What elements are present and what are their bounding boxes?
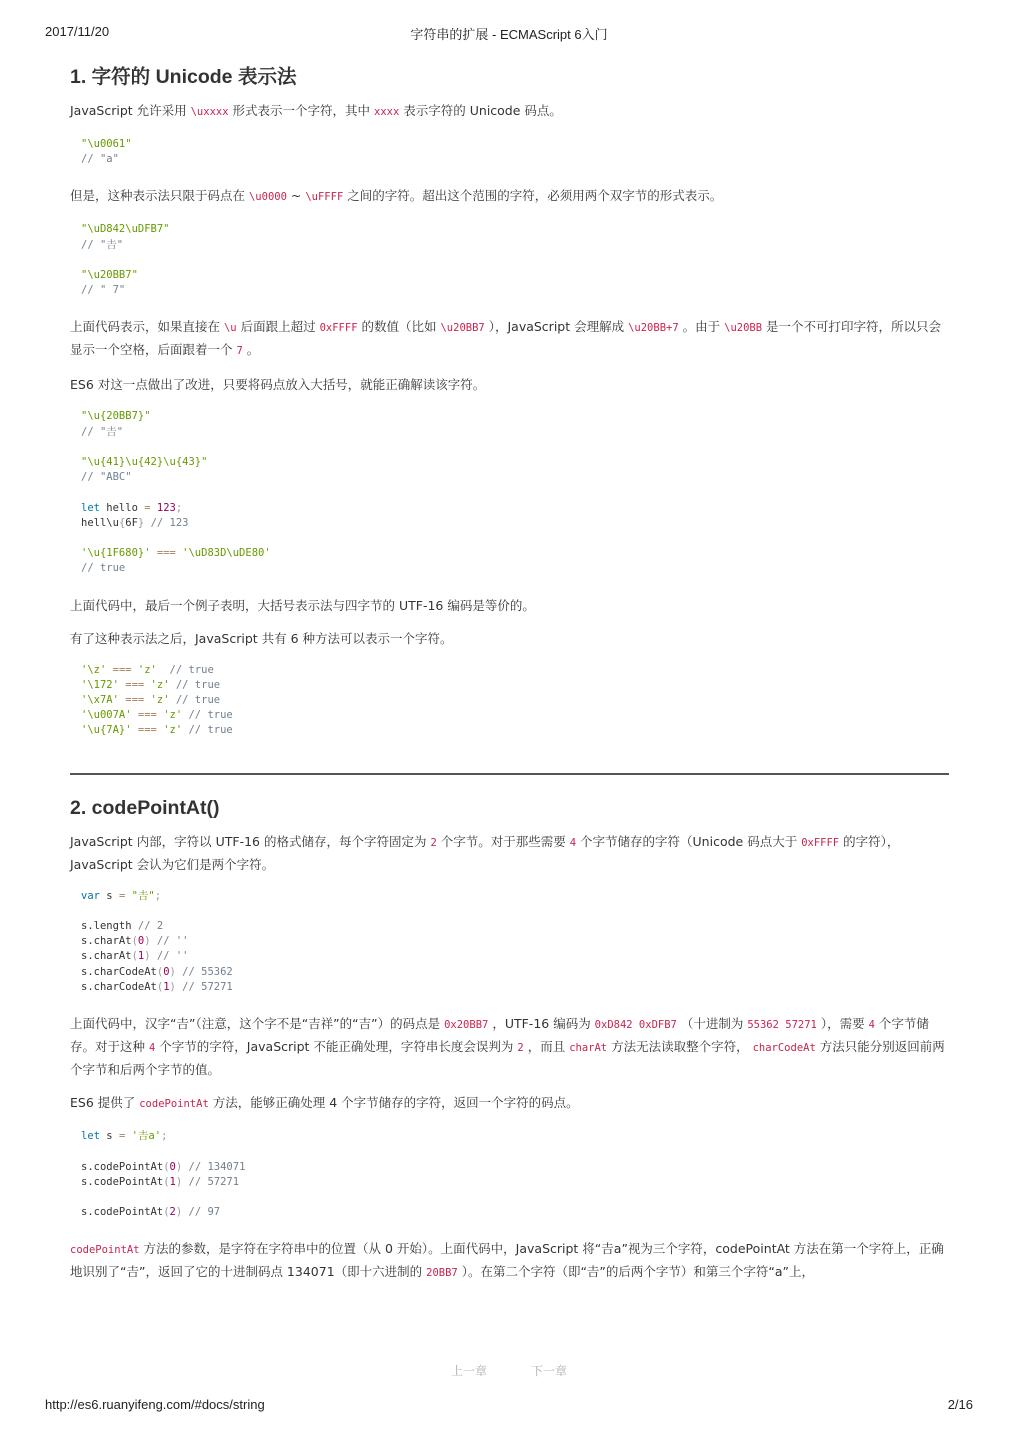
inline-code: 7 (236, 345, 243, 358)
inline-code: \u20BB (724, 322, 763, 335)
inline-code: 0xFFFF (801, 836, 840, 849)
code-identifier: s.charAt (81, 935, 132, 948)
code-string: "\u{41}\u{42}\u{43}" (81, 456, 208, 469)
code-punctuation: { (118, 516, 126, 529)
text: 个字节储存的字符（Unicode 码点大于 (576, 833, 802, 849)
inline-code: 0xD842 0xDFB7 (594, 1019, 677, 1032)
code-string: '\z' (81, 663, 107, 676)
text: 是一个不可打印字符，所以只会显示一个空格，后面跟着一个 (70, 319, 942, 358)
page-number: 2/16 (947, 1397, 973, 1412)
paragraph (70, 316, 949, 362)
prev-chapter-link[interactable]: 上一章 (451, 1364, 488, 1378)
inline-code: 20BB7 (426, 1267, 458, 1280)
code-number: 1 (163, 980, 170, 993)
text: 表示字符的 Unicode 码点。 (399, 103, 562, 118)
inline-code: \uxxxx (190, 106, 229, 118)
paragraph: ES6 对这一点做出了改进，只要将码点放入大括号，就能正确解读该字符。 (70, 377, 486, 393)
inline-code: xxxx (374, 106, 400, 118)
code-operator: === (118, 678, 151, 691)
inline-code: 0xFFFF (319, 322, 358, 335)
code-operator: === (131, 709, 164, 722)
code-string: '\x7A' (81, 694, 119, 707)
code-string: '\u007A' (81, 709, 132, 722)
text: 方法的参数，是字符在字符串中的位置（从 0 开始）。上面代码中，JavaScript 将“𠮷a”视为三个字符，codePointAt 方法在第一个字符上，正确地识别了“𠮷”，返回了它的十进制码点 134071（即十六进制的 (70, 1241, 944, 1280)
code-identifier: s.length (81, 920, 132, 933)
text: JavaScript 允许采用 (70, 103, 191, 118)
text: ），需要 (816, 1016, 869, 1032)
code-number: 2 (169, 1206, 176, 1219)
code-punctuation: ; (161, 1130, 168, 1143)
code-string: "𠮷" (125, 889, 155, 902)
code-identifier: s.charCodeAt (81, 965, 157, 978)
paragraph: 有了这种表示法之后，JavaScript 共有 6 种方法可以表示一个字符。 (70, 630, 453, 646)
next-chapter-link[interactable]: 下一章 (531, 1364, 568, 1378)
code-operator: === (118, 694, 151, 707)
code-keyword: let (81, 1130, 100, 1143)
code-identifier: s.charAt (81, 950, 132, 963)
code-identifier: s.charCodeAt (81, 980, 157, 993)
code-operator: === (131, 724, 164, 737)
code-comment: // "𠮷" (81, 238, 124, 251)
text: 形式表示一个字符，其中 (228, 103, 374, 118)
text: ES6 提供了 (70, 1095, 140, 1111)
code-operator: = (144, 501, 151, 514)
inline-code: 0x20BB7 (444, 1019, 489, 1032)
code-string: '𠮷a' (125, 1130, 162, 1143)
text: 的数值（比如 (357, 319, 441, 335)
inline-code: \u (223, 322, 237, 335)
text: 但是，这种表示法只限于码点在 (70, 188, 249, 204)
code-string: '\u{1F680}' (81, 547, 151, 560)
code-keyword: var (81, 889, 100, 902)
text: 。由于 (678, 319, 725, 335)
code-identifier: hell\u (81, 516, 119, 529)
code-comment: // true (182, 724, 233, 737)
code-keyword: let (81, 501, 100, 514)
code-comment: // 57271 (175, 980, 233, 993)
code-identifier: hello (99, 501, 145, 514)
paragraph (70, 1013, 949, 1080)
code-comment: // true (182, 709, 233, 722)
inline-code: 2 (517, 1042, 524, 1055)
text: 后面跟上超过 (236, 319, 320, 335)
code-block (70, 663, 949, 739)
code-operator: = (118, 1130, 126, 1143)
code-operator: === (106, 663, 138, 676)
inline-code: codePointAt (70, 1244, 140, 1257)
print-header (0, 24, 1018, 42)
code-operator: = (118, 889, 126, 902)
code-block (70, 137, 949, 167)
paragraph: 上面代码中，最后一个例子表明，大括号表示法与四字节的 UTF-16 编码是等价的。 (70, 597, 535, 613)
paragraph (70, 1238, 949, 1284)
paragraph (70, 1092, 949, 1115)
inline-code: \uFFFF (305, 191, 344, 204)
code-string: "\u0061" (81, 138, 132, 150)
paragraph (70, 185, 949, 208)
section-heading-codepointat: 2. codePointAt() (70, 796, 220, 819)
code-punctuation: } (137, 516, 145, 529)
code-number: 1 (169, 1175, 176, 1188)
inline-code: \u0000 (248, 191, 287, 204)
code-string: 'z' (163, 709, 183, 722)
code-string: "\u20BB7" (81, 269, 138, 282)
inline-code: \u20BB7 (440, 322, 485, 335)
section-heading-unicode: 1. 字符的 Unicode 表示法 (70, 66, 297, 88)
text: 的字符），JavaScript 会认为它们是两个字符。 (70, 833, 900, 872)
chapter-nav (0, 1362, 1018, 1378)
code-comment: // '' (150, 950, 189, 963)
code-punctuation: ; (175, 501, 183, 514)
paragraph (70, 831, 949, 875)
paragraph (70, 100, 949, 123)
code-operator: === (150, 547, 183, 560)
text: 个字节。对于那些需要 (436, 833, 570, 849)
inline-code: codePointAt (139, 1098, 209, 1111)
text: ，UTF-16 编码为 (488, 1016, 595, 1032)
text: 个字节的字符，JavaScript 不能正确处理，字符串长度会误判为 (155, 1039, 518, 1055)
code-comment: // 134071 (182, 1160, 246, 1173)
code-block: var s = "𠮷"; s.length // 2 s.charAt(0) // '' s.charAt(1) // '' s.charCodeAt(0) // 55362 s.charCodeAt(1) // 57271 (81, 889, 233, 993)
text: 之间的字符。超出这个范围的字符，必须用两个双字节的形式表示。 (343, 188, 723, 204)
text: 个字节储存。对于这种 (70, 1016, 929, 1055)
code-comment: // 57271 (182, 1175, 240, 1188)
text: ）。在第二个字符（即“𠮷”的后两个字节）和第三个字符“a”上， (457, 1264, 815, 1280)
code-string: "\u{20BB7}" (81, 410, 151, 423)
print-url: http://es6.ruanyifeng.com/#docs/string (45, 1397, 265, 1412)
code-number: 0 (163, 965, 170, 978)
code-string: '\172' (81, 678, 119, 691)
code-block (70, 409, 949, 576)
code-number: 1 (137, 950, 145, 963)
code-string: 'z' (163, 724, 183, 737)
code-comment: // true (156, 663, 214, 676)
print-title: 字符串的扩展 - ECMAScript 6入门 (410, 27, 608, 42)
print-date: 2017/11/20 (45, 24, 110, 39)
inline-code: 2 (430, 836, 437, 849)
text: ，而且 (523, 1039, 570, 1055)
code-identifier: s.codePointAt (81, 1175, 164, 1188)
code-identifier: s (99, 1130, 119, 1143)
code-identifier: 6F (125, 516, 138, 529)
code-number: 123 (150, 501, 176, 514)
code-identifier: s (99, 889, 119, 902)
code-comment: // 123 (144, 516, 189, 529)
code-identifier: s.codePointAt (81, 1206, 164, 1219)
inline-code: 4 (148, 1042, 156, 1055)
code-comment: // 55362 (175, 965, 233, 978)
inline-code: charCodeAt (752, 1042, 816, 1055)
inline-code: 4 (868, 1019, 875, 1032)
section-divider (70, 773, 949, 775)
code-number: 0 (169, 1160, 176, 1173)
code-string: 'z' (150, 678, 170, 691)
code-string: "\uD842\uDFB7" (81, 223, 170, 236)
text: 方法，能够正确处理 4 个字节储存的字符，返回一个字符的码点。 (208, 1095, 579, 1111)
text: 上面代码中，汉字“𠮷”（注意，这个字不是“吉祥”的“吉”）的码点是 (70, 1016, 445, 1032)
code-identifier: s.codePointAt (81, 1160, 164, 1173)
code-block (70, 222, 949, 298)
code-comment: // true (169, 678, 221, 691)
code-comment: // "a" (81, 153, 119, 166)
text: （十进制为 (676, 1016, 748, 1032)
text: JavaScript 内部，字符以 UTF-16 的格式储存，每个字符固定为 (70, 833, 431, 849)
text: 方法只能分别返回前两个字节和后两个字节的值。 (70, 1039, 945, 1078)
code-comment: // '' (150, 935, 189, 948)
code-string: '\u{7A}' (81, 724, 132, 737)
text: 上面代码表示，如果直接在 (70, 319, 224, 335)
print-footer (0, 1397, 1018, 1415)
code-string: '\uD83D\uDE80' (182, 547, 271, 560)
inline-code: charAt (569, 1042, 608, 1055)
text: 。 (242, 342, 260, 358)
code-string: 'z' (137, 663, 157, 676)
code-comment: // "ABC" (81, 471, 132, 484)
code-comment: // " 7" (81, 284, 126, 297)
article-content (70, 64, 949, 1296)
code-comment: // 2 (131, 920, 164, 933)
inline-code: 4 (569, 836, 577, 849)
code-string: 'z' (150, 694, 170, 707)
code-block: let s = '𠮷a'; s.codePointAt(0) // 134071 s.codePointAt(1) // 57271 s.codePointAt(2) // 97 (81, 1130, 246, 1219)
code-comment: // true (81, 562, 126, 575)
inline-code: \u20BB+7 (628, 322, 679, 335)
inline-code: 55362 57271 (747, 1019, 817, 1032)
text: 方法无法读取整个字符， (607, 1039, 753, 1055)
text: ），JavaScript 会理解成 (484, 319, 629, 335)
code-comment: // true (169, 694, 221, 707)
code-comment: // 97 (182, 1206, 221, 1219)
code-punctuation: ; (154, 889, 162, 902)
code-number: 0 (137, 935, 145, 948)
text: ~ (286, 188, 306, 204)
code-comment: // "𠮷" (81, 425, 124, 438)
